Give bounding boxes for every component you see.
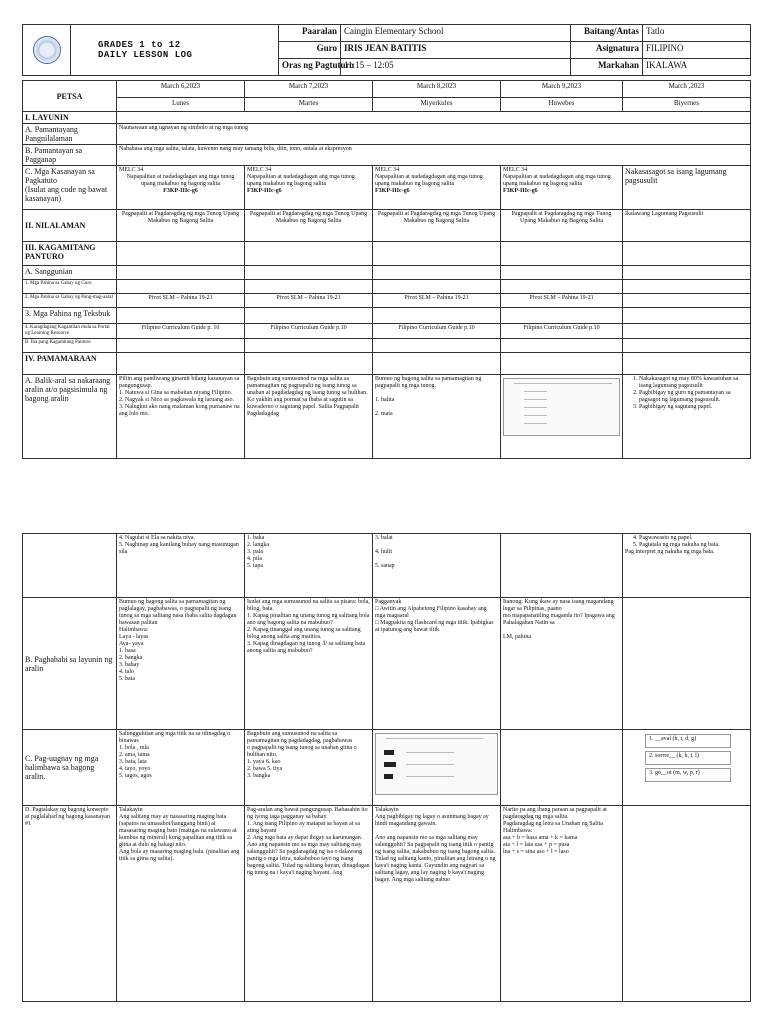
pagtalakay-label: D. Pagtalakay ng bagong konsepto at paglalahad ng bagong kasanayan #1 xyxy=(23,806,117,1002)
empty xyxy=(117,308,245,324)
d-mon: Talakayin Ang salitang may ay nasasaring maging bata (sapatos na umasabot/hanggang binti) at masasaring maging bato (matigas na sulawano at kumbus ng mineral) kung papalitan ang titik sa gitna at dulo ng bahagi nito. Ang bola ay maaaring maging bala. (pinalitan ang titik sa gitna ng salita). xyxy=(117,806,245,1002)
pamantayan-pagganap-label: B. Pamantayan sa Pagganap xyxy=(23,145,117,166)
worksheet-line xyxy=(406,764,454,765)
asignatura-value: FILIPINO xyxy=(643,42,751,59)
kagamitan-label: III. KAGAMITANG PANTURO xyxy=(23,242,117,266)
pamantayang-pang-label: A. Pamantayang Pangnilalaman xyxy=(23,124,117,145)
list-item: 4. Pagwawasto ng papel. xyxy=(639,535,748,542)
day-fri: Biyernes xyxy=(623,98,751,112)
empty xyxy=(117,280,245,294)
lesson-log-page-2 xyxy=(22,533,750,1002)
layunin-empty xyxy=(117,112,751,124)
worksheet-line xyxy=(524,423,547,424)
kasanayan-title: C. Mga Kasanayan sa Pagkatuto xyxy=(25,167,95,185)
title-line-1: GRADES 1 to 12 xyxy=(98,40,181,50)
markahan-value: IKALAWA xyxy=(643,59,751,76)
d-tue: Pag-aralan ang bawat pangungusap. Babasahin ito ng iyong taga pagganay sa bahay. 1. Ang isang Pilipino ay matapat sa bayan at sa ating bayani 2. Ang mga bata ay dapat ibigay sa karunungan. Ano ang napansin mo sa mga may salitang may salungguhit? Sa pagdaragdag ng isa o dalawang pantig o mga letra, nakabubuo tayo ng isang bagong salita. Tulad ng salitang bayan, dinagdagan ng tunog na i kaya't naging bayani. Ang xyxy=(245,806,373,1002)
empty xyxy=(245,308,373,324)
melc-code: F3KP-IIIc-g6 xyxy=(503,188,538,194)
c-mon: Salungguhitan ang mga titik na sa idinagdag o binawas 1. bola , mla 2. ama, tama 3. bata, lata 4. tayo, yoyo 5. tagos, agos xyxy=(117,730,245,806)
balik-aral-label: A. Balik-aral sa nakaraang aralin at/o pagsisimula ng bagong aralin xyxy=(23,375,117,459)
title-line-2: DAILY LESSON LOG xyxy=(98,50,193,60)
cont-fri xyxy=(623,534,751,598)
empty xyxy=(623,353,751,375)
worksheet-thumbnail xyxy=(503,378,620,436)
c-tue: Bagubuin ang sumusunod na salita sa pamamagitan ng pagdadagdag, pagbabawas o pagpapalit ng isang tunog sa unahan gitna o hulihan nito. 1. yaya 6. kao 2. bawa 5. tiya 3. bangka xyxy=(245,730,373,806)
balik-fri-list xyxy=(625,376,748,411)
melc-text: Napapalitan at nadadagdagan ang mga tunog upang makabuo ng bagong salita xyxy=(247,174,355,187)
melc-tue xyxy=(245,166,373,210)
markahan-label: Markahan xyxy=(571,59,643,76)
layunin-label: I. LAYUNIN xyxy=(23,112,117,124)
nilalaman-mon: Pagpapalit at Pagdaragdag ng mga Tunog Upang Makabuo ng Bagong Salita xyxy=(117,210,245,242)
worksheet-picture xyxy=(384,750,394,755)
empty xyxy=(623,339,751,353)
empty xyxy=(501,339,623,353)
empty xyxy=(501,308,623,324)
balik-tue: Bagubuin ang sumusunod na mga salita sa pamamagitan ng pagpapalit ng isang tunog sa unahan at pagdadagdag ng isang tunog sa hulihan. Ko yakhin ang pormat sa ibaba at sagutin sa kuwaderno o sagutang papel. Salita Pagpapalit Pagdadagdag xyxy=(245,375,373,459)
empty xyxy=(373,280,501,294)
empty xyxy=(373,339,501,353)
day-mon: Lunes xyxy=(117,98,245,112)
empty xyxy=(623,280,751,294)
baitang-label: Baitang/Antas xyxy=(571,25,643,42)
empty xyxy=(623,294,751,308)
empty xyxy=(501,242,623,266)
nilalaman-thu: Pagpapalit at Pagdaragdag ng mga Tunog Upang Makabuo ng Bagong Salita xyxy=(501,210,623,242)
melc-mon xyxy=(117,166,245,210)
worksheet-line xyxy=(524,407,547,408)
melc-code: F3KP-IIIc-g6 xyxy=(247,188,282,194)
empty xyxy=(623,242,751,266)
paaralan-value: Caingin Elementary School xyxy=(341,25,571,42)
pamantayan-pagganap-text: Nababasa ang mga salita, talata, kuwento nang may tamang bilis, diin, tono, antala at ekspresyon xyxy=(117,145,751,166)
b-thu: Itanong: Kung ikaw ay nasa isang magandang lugar sa Pilipinas, paano mo mapapanatiling maganda ito? Ipagawa ang Pahalagahan Natin sa LM, pahina xyxy=(501,598,623,730)
nilalaman-wed: Pagpapalit at Pagdaragdag ng mga Tunog Upang Makabuo ng Bagong Salita xyxy=(373,210,501,242)
empty xyxy=(245,280,373,294)
balik-wed: Bumuo ng bagong salita sa pamamagitan ng pagpapalit ng mga tunog. 1. balita 2. mata xyxy=(373,375,501,459)
list-item: 5. Pagtatala ng mga nakuha ng bata. xyxy=(639,542,748,549)
curr-tue: Filipino Curriculum Guide p.10 xyxy=(245,324,373,339)
cont-tue: 1. baka 2. langka 3. pala 4. pila 5. tapa xyxy=(245,534,373,598)
list-item: 1. Nakakasagot ng may 80% kawastuhan sa isang lagumang pagsusulit xyxy=(639,376,748,390)
worksheet-picture xyxy=(384,774,393,779)
lesson-log-page-1 xyxy=(22,24,750,459)
baitang-value: Tatlo xyxy=(643,25,751,42)
oras-value: 11:15 – 12:05 xyxy=(341,59,571,76)
date-mon: March 6,2023 xyxy=(117,81,245,98)
empty xyxy=(373,242,501,266)
empty xyxy=(623,598,751,730)
pag-uugnay-label: C. Pag-uugnay ng mga halimbawa sa bagong aralin. xyxy=(23,730,117,806)
portal-label: 4. Karagdagang Kagamitan mula sa Portal ng Learning Resource xyxy=(23,324,117,339)
kasanayan-fri: Nakasasagot sa isang lagumang pagsusulit xyxy=(623,166,751,210)
worksheet-line xyxy=(406,752,454,753)
header-table xyxy=(22,24,751,76)
day-tue: Martes xyxy=(245,98,373,112)
empty xyxy=(117,242,245,266)
balik-mon: Piliin ang pandiwang ginamit bilang kasanayan sa pangungusap. 1. Natuwa si Gina sa mabaitan niyang Filipino. 2. Nagyak si Nico sa pagkawala ng laruang aso. 3. Nalugkut ako nang malaman kong pumanaw na ang lolo mo. xyxy=(117,375,245,459)
worksheet-line xyxy=(524,391,547,392)
worksheet-picture xyxy=(384,762,396,767)
empty xyxy=(23,534,117,598)
melc-text: Napapalitan at nadadagdagan ang mga tunog upang makabuo ng bagong salita xyxy=(375,174,483,187)
empty xyxy=(245,266,373,280)
empty xyxy=(117,266,245,280)
d-thu: Narito pa ang ibang paraan sa pagpapalit at pagdaragdag ng mga salita. Pagdaragdag ng letra sa Unahan ng Salita Halimbawa: asa + b = basa ama + k = kama ata + l = lata usa + p = pusa lna + s = sina aso + l = laso xyxy=(501,806,623,1002)
petsa-label: PETSA xyxy=(23,81,117,112)
lesson-table-1 xyxy=(22,80,751,459)
nilalaman-tue: Pagpapalit at Pagdaragdag ng mga Tunog Upang Makabuo ng Bagong Salita xyxy=(245,210,373,242)
pivot-tue: Pivot SLM – Pahina 19-21 xyxy=(245,294,373,308)
worksheet-line xyxy=(386,738,483,739)
empty xyxy=(501,353,623,375)
empty xyxy=(501,266,623,280)
nilalaman-label: II. NILALAMAN xyxy=(23,210,117,242)
date-tue: March 7,2023 xyxy=(245,81,373,98)
empty xyxy=(501,730,623,806)
iba-pang-label: B. Iba pang Kagamitang Panturo xyxy=(23,339,117,353)
c-wed-worksheet xyxy=(373,730,501,806)
melc-text: Napapalitan at nadadagdagan ang mga tunog upang makabuo ng bagong salita xyxy=(503,174,611,187)
empty xyxy=(373,353,501,375)
melc-title: MELC 34 xyxy=(247,167,272,173)
empty xyxy=(117,339,245,353)
melc-thu xyxy=(501,166,623,210)
balik-fri xyxy=(623,375,751,459)
teksbuk-label: 3. Mga Pahina ng Teksbuk xyxy=(23,308,117,324)
deped-seal-icon xyxy=(33,36,61,64)
b-wed: Pagganyak □ Awitin ang Alpabetong Filipino kasabay ang mga magaaral □ Magpakita ng flashcard ng mga titik. Ipabigkas at ipatunog ang bawat titik. xyxy=(373,598,501,730)
melc-title: MELC 34 xyxy=(119,167,144,173)
pamantayang-pang-text: Naunawaan ang ugnayan ng simbolo at ng mga tunog xyxy=(117,124,751,145)
melc-code: F3KP-IIIc-g6 xyxy=(375,188,410,194)
day-thu: Huwebes xyxy=(501,98,623,112)
ref2-label: 2. Mga Pahina sa Gabay ng Pang-mag-aaral xyxy=(23,294,117,308)
deped-logo-cell xyxy=(23,25,71,76)
empty xyxy=(373,266,501,280)
fill-blank-item: 2. sorrre__ (k, h, t, l) xyxy=(645,751,731,765)
empty xyxy=(373,308,501,324)
b-mon: Bumuo ng bagong salita sa pamamagitan ng paglalagay, pagbabawas, o pagpapalit ng isang tunog sa mga salitang nasa ibaba salita dagdagan bawasan palitan Halimbawa: Laya - layas Aya- yaya 1. basa 2. bangka 3. bahay 4. talo 5. bata xyxy=(117,598,245,730)
empty xyxy=(623,324,751,339)
melc-wed xyxy=(373,166,501,210)
melc-title: MELC 34 xyxy=(375,167,400,173)
date-fri: March ,2023 xyxy=(623,81,751,98)
empty xyxy=(245,353,373,375)
picture-worksheet-thumbnail xyxy=(375,733,498,795)
pivot-thu: Pivot SLM – Pahina 19-21 xyxy=(501,294,623,308)
empty xyxy=(623,308,751,324)
empty xyxy=(501,280,623,294)
date-thu: March 9,2023 xyxy=(501,81,623,98)
cont-fri-list xyxy=(625,535,748,549)
guro-value: IRIS JEAN BATITIS xyxy=(341,42,571,59)
kasanayan-sub: (Isulat ang code ng bawat kasanayan) xyxy=(25,185,108,203)
lesson-table-2 xyxy=(22,533,751,1002)
cont-wed: 3. balat 4. hulit 5. sanap xyxy=(373,534,501,598)
empty xyxy=(623,806,751,1002)
pivot-wed: Pivot SLM – Pahina 19-21 xyxy=(373,294,501,308)
worksheet-line xyxy=(406,776,454,777)
fill-blank-item: 3. go__ot (m, w, p, r) xyxy=(645,768,731,782)
list-item: 2. Pagbibigay ng guro ng pamantayan sa pagsagot ng lagumang pagsusulit. xyxy=(639,390,748,404)
worksheet-line xyxy=(524,399,547,400)
nilalaman-fri: Ikalawang Lagumang Pagsusulit xyxy=(623,210,751,242)
b-tue: Isulat ang mga sumusunod na salita sa pisara: bola, bilog, bata. 1. Kapag pinalitan ng unang tunog ng salitang bola ano ang bagong salita na mabubuo? 2. Kapag tinanggal ang unang tunog sa salitang bilog anong salita ang matitira. 3. Kapag dinagdagan ng tunog /l/ sa salitang bata anong salita ang mabubuo? xyxy=(245,598,373,730)
curr-thu: Filipino Curriculum Guide p.10 xyxy=(501,324,623,339)
list-item: 3. Pagbibigay ng sagutang papel. xyxy=(639,404,748,411)
empty xyxy=(245,242,373,266)
pivot-mon: Pivot SLM – Pahina 19-21 xyxy=(117,294,245,308)
ref1-label: 1. Mga Pahina sa Gabay ng Guro xyxy=(23,280,117,294)
cont-mon: 4. Nagulat si Ela sa nakita niya. 5. Naghinap ang kanilang buhay nang masunugan sila xyxy=(117,534,245,598)
d-wed: Talakayin Ang pagbibigay ng lagay o asunmang bagay ay hindi magandang gawain. Ano ang napansin mo sa mga salitang may salungguhit? Sa pagpapalit ng isang titik o pantig ng isang salita, nakabubuo ng isang bagong salita. Tulad ng salitang kanto, pinalitan ang letrang o ng kaya't naging kanta. Gayundin ang nagyari sa salitang lagay, ang lay naging b kaya't naging bagay. Ang mga salitang nabuo xyxy=(373,806,501,1002)
melc-text: Napapalitan at nadadagdagan ang mga tunog upang makabuo ng bagong salita xyxy=(126,174,235,187)
empty xyxy=(623,266,751,280)
pamamaraan-label: IV. PAMAMARAAN xyxy=(23,353,117,375)
curr-mon: Filipino Curriculum Guide p. 10 xyxy=(117,324,245,339)
melc-code: F3KP-IIIc-g6 xyxy=(163,188,198,194)
oras-label: Oras ng Pagtuturo xyxy=(279,59,341,76)
date-wed: March 8,2023 xyxy=(373,81,501,98)
guro-label: Guro xyxy=(279,42,341,59)
asignatura-label: Asignatura xyxy=(571,42,643,59)
paghahabi-label: B. Paghahabi sa layunin ng aralin xyxy=(23,598,117,730)
cont-fri-tail: Pag interpret ng nakuha ng mga bata. xyxy=(625,549,715,555)
empty xyxy=(245,339,373,353)
fill-blank-item: 1. __aval (h, t, d, g) xyxy=(645,734,731,748)
c-fri-worksheet xyxy=(623,730,751,806)
kasanayan-label xyxy=(23,166,117,210)
empty xyxy=(501,534,623,598)
melc-title: MELC 34 xyxy=(503,167,528,173)
empty xyxy=(117,353,245,375)
curr-wed: Filipino Curriculum Guide p.10 xyxy=(373,324,501,339)
sanggunian-label: A. Sanggunian xyxy=(23,266,117,280)
title-cell xyxy=(71,25,279,76)
balik-thu-worksheet xyxy=(501,375,623,459)
day-wed: Miyerkules xyxy=(373,98,501,112)
worksheet-line xyxy=(524,415,547,416)
worksheet-line xyxy=(514,383,612,384)
paaralan-label: Paaralan xyxy=(279,25,341,42)
